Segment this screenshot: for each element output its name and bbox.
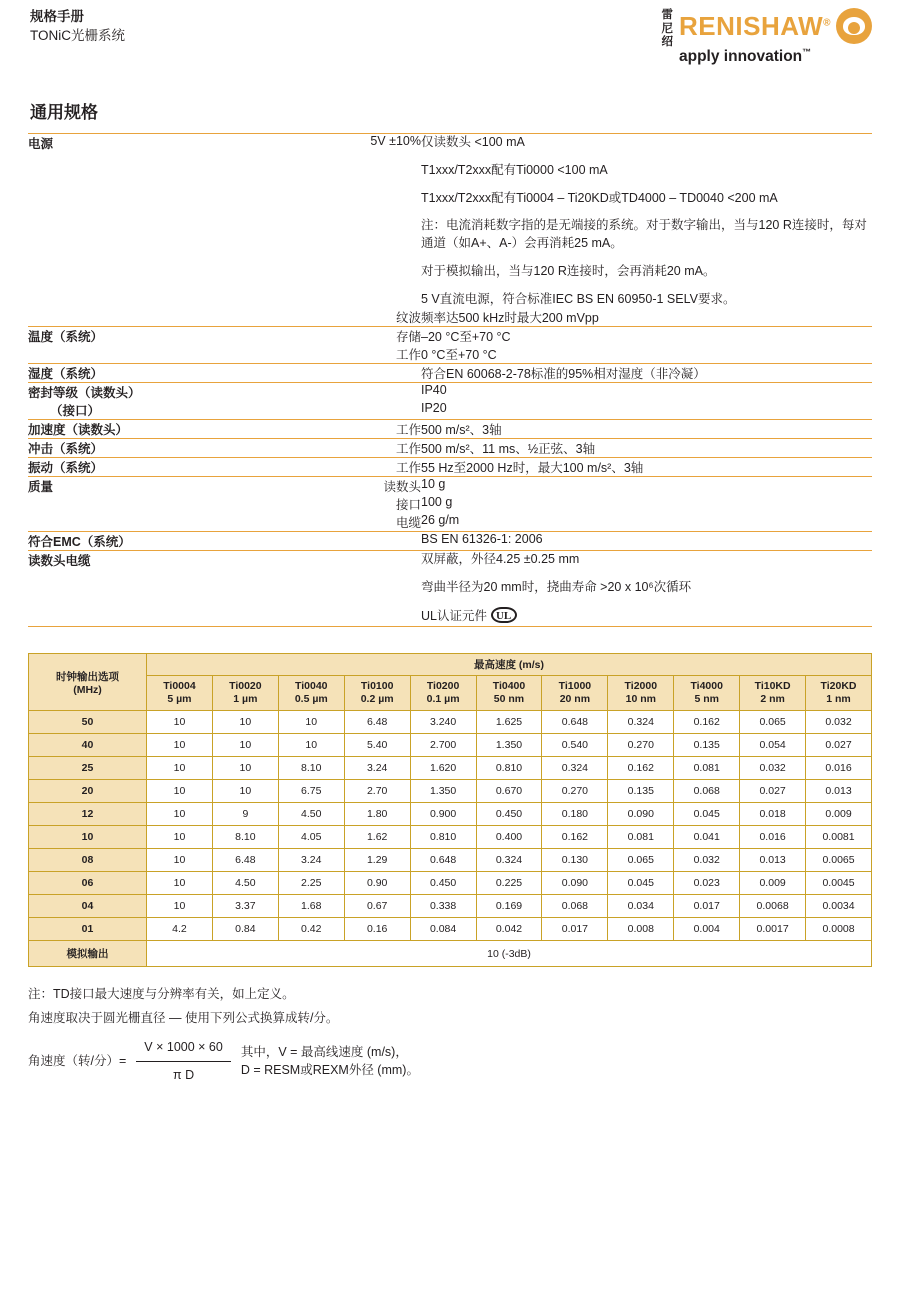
spec-note: 注：电流消耗数字指的是无端接的系统。对于数字输出，当与120 R连接时，每对通道（如A+、A-）会再消耗25 mA。: [421, 218, 867, 251]
cell: 0.068: [542, 895, 608, 918]
renishaw-chinese-name: [662, 8, 674, 50]
cell: 2.25: [278, 872, 344, 895]
cell: 0.027: [806, 734, 872, 757]
table-row: [28, 364, 872, 383]
col-name: Ti0020: [229, 680, 262, 693]
cell: 10: [147, 780, 213, 803]
table-row: [28, 477, 872, 496]
spec-value: 500 m/s²、3轴: [421, 420, 872, 439]
cell: 0.450: [476, 803, 542, 826]
col-res: 20 nm: [559, 693, 591, 706]
spec-mid: 工作: [395, 348, 421, 363]
row-header: 50: [29, 711, 147, 734]
cell: 0.084: [410, 918, 476, 941]
cell: 0.670: [476, 780, 542, 803]
table-column-header-row: [29, 676, 872, 711]
col-name: Ti0400: [492, 680, 526, 693]
row-header-analog: 模拟输出: [29, 941, 147, 967]
section-title: 通用规格: [30, 103, 98, 123]
spec-line: T1xxx/T2xxx配有Ti0000 <100 mA: [421, 162, 608, 177]
row-header: 40: [29, 734, 147, 757]
spec-mid: 读数头: [328, 477, 421, 496]
cell: 0.338: [410, 895, 476, 918]
table-row: [28, 345, 872, 364]
spec-value: IP40: [421, 383, 872, 402]
cell: 8.10: [278, 757, 344, 780]
cell: 1.68: [278, 895, 344, 918]
cell: 0.450: [410, 872, 476, 895]
cell: 10: [212, 757, 278, 780]
cell: 0.032: [674, 849, 740, 872]
cell: 4.50: [278, 803, 344, 826]
spec-label-empty: [28, 513, 328, 532]
cell: 0.67: [344, 895, 410, 918]
cell: 0.016: [806, 757, 872, 780]
spec-mid: [328, 551, 421, 626]
col-name: Ti4000: [690, 680, 723, 693]
cell: 10: [212, 780, 278, 803]
cell: 0.84: [212, 918, 278, 941]
spec-value: BS EN 61326-1: 2006: [421, 532, 872, 551]
cell: 0.400: [476, 826, 542, 849]
cell: 5.40: [344, 734, 410, 757]
cell: 0.648: [410, 849, 476, 872]
cell: 0.090: [608, 803, 674, 826]
cell: 0.027: [740, 780, 806, 803]
table-row: [28, 383, 872, 402]
table-row: [28, 513, 872, 532]
spec-label-empty: [28, 495, 328, 513]
row-header: 06: [29, 872, 147, 895]
spec-line: 仅读数头 <100 mA: [421, 135, 525, 150]
span-header: 最高速度 (m/s): [147, 654, 872, 676]
cell: 4.05: [278, 826, 344, 849]
table-row: [28, 308, 872, 327]
col-name: Ti0200: [426, 680, 460, 693]
spec-value: [421, 551, 872, 626]
cell: 1.350: [410, 780, 476, 803]
spec-line: T1xxx/T2xxx配有Ti0004 – Ti20KD或TD4000 – TD0040 <200 mA: [421, 190, 778, 205]
cell: 0.648: [542, 711, 608, 734]
col-name: Ti0004: [163, 680, 196, 693]
cell: 0.008: [608, 918, 674, 941]
spec-line: 对于模拟输出，当与120 R连接时，会再消耗20 mA。: [421, 263, 716, 278]
spec-label: 电源: [28, 134, 328, 309]
spec-value: 100 g: [421, 495, 453, 510]
spec-label: 湿度（系统）: [28, 364, 328, 383]
cell: 0.004: [674, 918, 740, 941]
cell: 0.016: [740, 826, 806, 849]
spec-mid: [328, 401, 421, 420]
cell: 0.009: [740, 872, 806, 895]
ul-text: UL认证元件: [421, 608, 487, 623]
cell: 10: [147, 734, 213, 757]
cell: 0.270: [542, 780, 608, 803]
cn-char-3: 绍: [661, 36, 673, 49]
cn-char-2: 尼: [661, 22, 673, 35]
col-header-ti0040: [278, 676, 344, 711]
formula-numerator: V × 1000 × 60: [136, 1036, 231, 1062]
cell: 3.24: [344, 757, 410, 780]
cell: 6.75: [278, 780, 344, 803]
cn-char-1: 雷: [661, 9, 673, 21]
cell: 0.013: [740, 849, 806, 872]
corner-header-line2: (MHz): [73, 683, 102, 696]
cell: 10: [212, 734, 278, 757]
document-type: 规格手册: [30, 9, 84, 24]
spec-line: 双屏蔽，外径4.25 ±0.25 mm: [421, 552, 580, 567]
cell: 0.081: [608, 826, 674, 849]
col-name: Ti20KD: [820, 680, 857, 693]
cell: 10: [147, 872, 213, 895]
cell: 0.16: [344, 918, 410, 941]
cell: 3.240: [410, 711, 476, 734]
cell: 10: [147, 849, 213, 872]
spec-mid: 工作: [328, 420, 421, 439]
spec-value: –20 °C至+70 °C: [421, 327, 872, 346]
col-header-ti0200: [410, 676, 476, 711]
col-res: 0.2 µm: [360, 693, 394, 706]
cell: 0.324: [476, 849, 542, 872]
cell: 0.017: [674, 895, 740, 918]
spec-value: 10 g: [421, 477, 872, 496]
cell: 0.0034: [806, 895, 872, 918]
cell: 10: [278, 734, 344, 757]
cell: 1.620: [410, 757, 476, 780]
spec-mid: 工作: [328, 458, 421, 477]
cell: 0.034: [608, 895, 674, 918]
cell: 0.162: [542, 826, 608, 849]
spec-label: 冲击（系统）: [28, 439, 328, 458]
spec-line: 弯曲半径为20 mm时，挠曲寿命 >20 x 10⁶次循环: [421, 580, 692, 595]
row-header: 01: [29, 918, 147, 941]
notes-block: [28, 983, 872, 1087]
spec-value: 频率达500 kHz时最大200 mVpp: [421, 311, 599, 326]
spec-label-empty: [28, 345, 328, 364]
spec-mid: 电缆: [395, 516, 421, 531]
spec-label: 符合EMC（系统）: [28, 532, 328, 551]
trademark-mark: ™: [802, 47, 812, 57]
note-1: 注：TD接口最大速度与分辨率有关，如上定义。: [28, 987, 295, 1002]
spec-value: [421, 134, 872, 309]
row-header: 04: [29, 895, 147, 918]
spec-label-empty: [28, 308, 328, 327]
renishaw-wordmark: RENISHAW®: [679, 11, 831, 41]
spec-value: 符合EN 60068-2-78标准的95%相对湿度（非冷凝）: [421, 364, 872, 383]
max-speed-table: [28, 653, 872, 967]
cell: 1.62: [344, 826, 410, 849]
col-header-ti20kd: [806, 676, 872, 711]
cell: 0.135: [608, 780, 674, 803]
brand-tagline: apply innovation™: [679, 47, 812, 66]
angular-speed-formula: [28, 1036, 872, 1087]
table-row: [29, 895, 872, 918]
table-row: [29, 734, 872, 757]
col-res: 10 nm: [625, 693, 656, 706]
ul-listed-icon: UL: [491, 607, 517, 623]
spec-value: 500 m/s²、11 ms、½正弦、3轴: [421, 439, 872, 458]
table-row: [28, 551, 872, 626]
spec-value: 55 Hz至2000 Hz时，最大100 m/s²、3轴: [421, 458, 872, 477]
formula-where-line2: D = RESM或REXM外径 (mm)。: [240, 1063, 419, 1078]
cell: 1.625: [476, 711, 542, 734]
cell: 1.350: [476, 734, 542, 757]
cell: 10: [147, 803, 213, 826]
col-header-ti0004: [147, 676, 213, 711]
formula-denominator: π D: [172, 1067, 195, 1082]
col-res: 5 µm: [167, 693, 192, 706]
cell: 0.180: [542, 803, 608, 826]
header-right: [662, 8, 873, 66]
cell: 0.270: [608, 734, 674, 757]
col-header-ti0020: [212, 676, 278, 711]
cell: 0.0045: [806, 872, 872, 895]
table-row: [29, 826, 872, 849]
cell: 0.045: [608, 872, 674, 895]
col-name: Ti2000: [624, 680, 658, 693]
cell: 0.225: [476, 872, 542, 895]
cell: 0.032: [806, 711, 872, 734]
cell: 0.065: [740, 711, 806, 734]
col-header-ti4000: [674, 676, 740, 711]
spec-mid: 工作: [328, 439, 421, 458]
table-row: [29, 918, 872, 941]
row-header: 08: [29, 849, 147, 872]
table-row: [28, 327, 872, 346]
formula-where-line1: 其中，V = 最高线速度 (m/s)，: [240, 1044, 408, 1059]
table-row: [29, 872, 872, 895]
cell: 0.810: [410, 826, 476, 849]
table-row: [29, 780, 872, 803]
note-2: 角速度取决于圆光栅直径 — 使用下列公式换算成转/分。: [28, 1010, 339, 1025]
cell: 4.2: [147, 918, 213, 941]
col-header-ti2000: [608, 676, 674, 711]
spec-mid: [328, 383, 421, 402]
cell: 0.0017: [740, 918, 806, 941]
col-res: 50 nm: [493, 693, 525, 706]
cell: 8.10: [212, 826, 278, 849]
table-row: [28, 495, 872, 513]
spec-label: 读数头电缆: [28, 551, 328, 626]
row-header: 20: [29, 780, 147, 803]
corner-header: [29, 654, 147, 711]
col-header-ti0100: [344, 676, 410, 711]
spec-label: 温度（系统）: [28, 327, 328, 346]
table-row: [28, 134, 872, 309]
cell: 0.130: [542, 849, 608, 872]
row-header: 10: [29, 826, 147, 849]
spec-value: 26 g/m: [421, 513, 460, 528]
cell: 10: [212, 711, 278, 734]
cell: 0.018: [740, 803, 806, 826]
corner-header-line1: 时钟输出选项: [56, 670, 119, 683]
col-res: 1 nm: [826, 693, 851, 706]
cell: 3.37: [212, 895, 278, 918]
cell: 2.70: [344, 780, 410, 803]
row-header: 12: [29, 803, 147, 826]
table-row: [28, 401, 872, 420]
table-row-bottom-rule: [28, 626, 872, 627]
col-header-ti0400: [476, 676, 542, 711]
cell: 0.900: [410, 803, 476, 826]
cell: 0.169: [476, 895, 542, 918]
product-name: TONiC光栅系统: [30, 28, 126, 44]
cell: 0.0065: [806, 849, 872, 872]
col-res: 5 nm: [694, 693, 719, 706]
max-speed-table-wrap: [28, 653, 872, 967]
col-res: 1 µm: [233, 693, 258, 706]
cell: 10: [147, 757, 213, 780]
cell: 0.009: [806, 803, 872, 826]
cell: 0.013: [806, 780, 872, 803]
col-name: Ti1000: [558, 680, 592, 693]
table-row: [29, 711, 872, 734]
cell: 10: [147, 826, 213, 849]
table-row: [29, 849, 872, 872]
col-header-ti1000: [542, 676, 608, 711]
cell: 0.081: [674, 757, 740, 780]
cell: 0.324: [542, 757, 608, 780]
table-row: [29, 803, 872, 826]
header-left: [28, 8, 125, 46]
cell: 0.162: [674, 711, 740, 734]
table-row: [28, 439, 872, 458]
spec-mid: 纹波: [395, 311, 421, 326]
cell: 0.032: [740, 757, 806, 780]
cell: 10: [278, 711, 344, 734]
renishaw-logo-icon: [836, 8, 872, 44]
col-res: 2 nm: [760, 693, 785, 706]
cell: 10: [147, 711, 213, 734]
spec-mid: 存储: [328, 327, 421, 346]
cell: 1.29: [344, 849, 410, 872]
spec-mid: [328, 364, 421, 383]
cell: 0.065: [608, 849, 674, 872]
cell: 0.017: [542, 918, 608, 941]
spec-line: 5 V直流电源，符合标准IEC BS EN 60950-1 SELV要求。: [421, 291, 736, 306]
cell: 0.42: [278, 918, 344, 941]
table-row-analog: [29, 941, 872, 967]
table-row: [29, 757, 872, 780]
cell: 0.023: [674, 872, 740, 895]
cell: 0.0068: [740, 895, 806, 918]
spec-line: [421, 607, 872, 626]
row-header: 25: [29, 757, 147, 780]
cell: 0.135: [674, 734, 740, 757]
spec-label: 振动（系统）: [28, 458, 328, 477]
cell: 0.0081: [806, 826, 872, 849]
spec-label: （接口）: [50, 404, 101, 419]
col-name: Ti10KD: [754, 680, 791, 693]
formula-fraction: [136, 1036, 231, 1087]
table-row: [28, 458, 872, 477]
cell: 0.162: [608, 757, 674, 780]
cell: 0.540: [542, 734, 608, 757]
table-header-row: [29, 654, 872, 676]
cell: 0.90: [344, 872, 410, 895]
cell: 0.045: [674, 803, 740, 826]
cell: 1.80: [344, 803, 410, 826]
cell: 2.700: [410, 734, 476, 757]
cell: 4.50: [212, 872, 278, 895]
spec-mid: 接口: [395, 498, 421, 513]
registered-mark: ®: [823, 17, 831, 29]
table-row: [28, 532, 872, 551]
cell: 0.810: [476, 757, 542, 780]
cell: 0.090: [542, 872, 608, 895]
col-res: 0.5 µm: [294, 693, 328, 706]
cell: 0.042: [476, 918, 542, 941]
analog-value: 10 (-3dB): [147, 941, 872, 967]
table-row: [28, 420, 872, 439]
general-specification-table: [28, 133, 872, 627]
brand-block: [679, 8, 872, 66]
cell: 10: [147, 895, 213, 918]
formula-label: 角速度（转/分）=: [28, 1053, 127, 1068]
cell: 6.48: [344, 711, 410, 734]
cell: 0.054: [740, 734, 806, 757]
cell: 0.0008: [806, 918, 872, 941]
spec-value: IP20: [421, 401, 447, 416]
col-name: Ti0040: [295, 680, 328, 693]
spec-mid: 5V ±10%: [328, 134, 421, 309]
cell: 0.068: [674, 780, 740, 803]
formula-where: [241, 1043, 419, 1081]
spec-label: 密封等级（读数头）: [28, 383, 328, 402]
spec-value: 0 °C至+70 °C: [421, 348, 497, 363]
cell: 0.041: [674, 826, 740, 849]
page-header: [28, 0, 872, 66]
cell: 3.24: [278, 849, 344, 872]
col-header-ti10kd: [740, 676, 806, 711]
spec-label: 质量: [28, 477, 328, 496]
cell: 0.324: [608, 711, 674, 734]
col-res: 0.1 µm: [426, 693, 460, 706]
spec-mid: [328, 532, 421, 551]
spec-label: 加速度（读数头）: [28, 420, 328, 439]
col-name: Ti0100: [360, 680, 394, 693]
cell: 6.48: [212, 849, 278, 872]
brand-row: [679, 8, 872, 44]
cell: 9: [212, 803, 278, 826]
